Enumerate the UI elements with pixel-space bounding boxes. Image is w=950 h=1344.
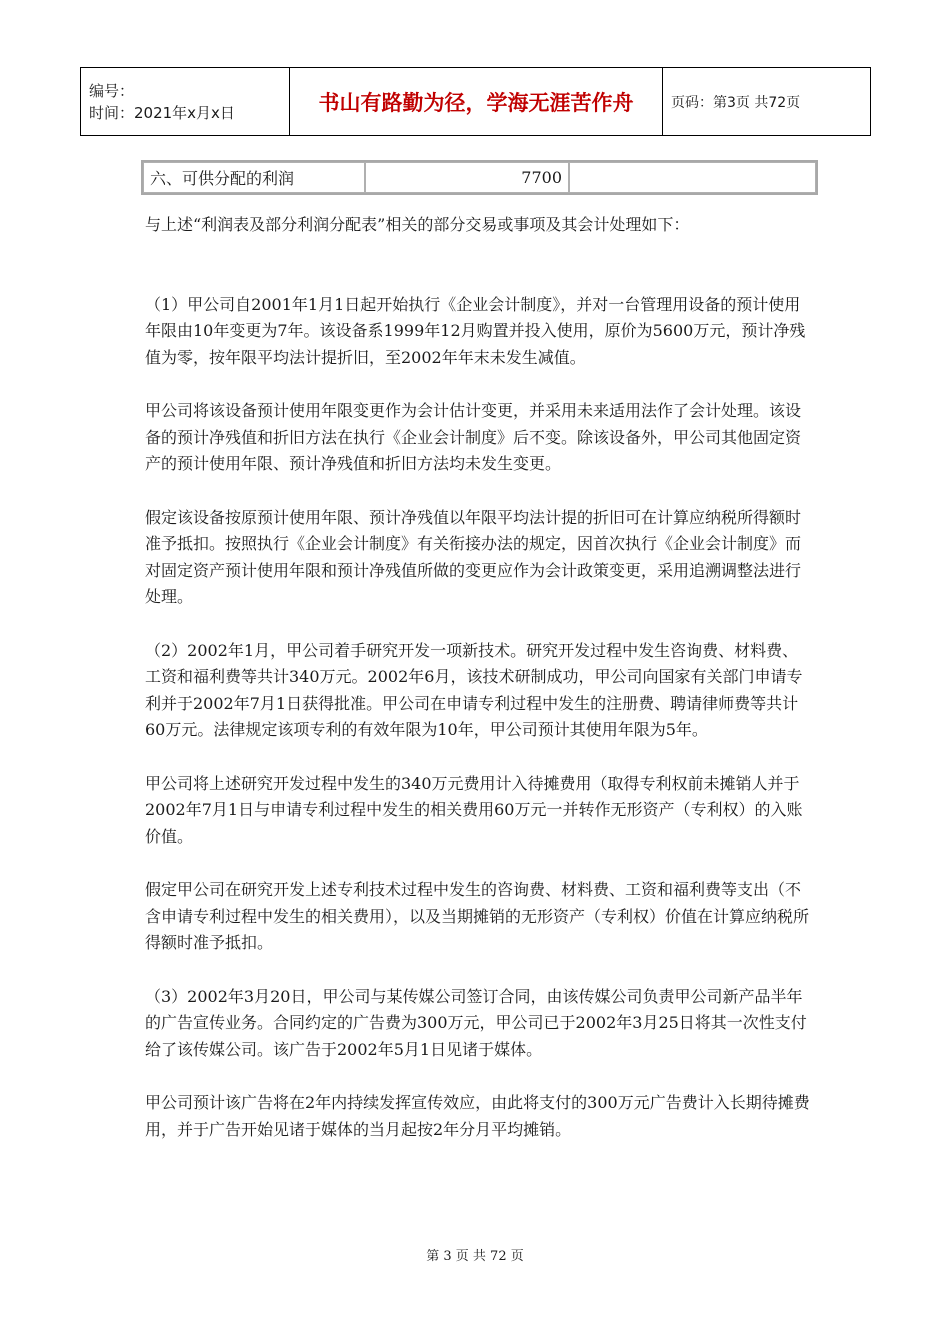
number-label: 编号：	[89, 81, 135, 100]
date-label: 时间：2021年x月x日	[89, 103, 235, 122]
header-page-info: 页码：第3页 共72页	[663, 68, 871, 136]
paragraph-item-1-desc: （1）甲公司自2001年1月1日起开始执行《企业会计制度》，并对一台管理用设备的预计使用年限由10年变更为7年。该设备系1999年12月购置并投入使用，原价为5600万元，预计净残值为零，按年限平均法计提折旧，至2002年年末未发生减值。	[145, 294, 806, 367]
paragraph-item-2-assumption: 假定甲公司在研究开发上述专利技术过程中发生的咨询费、材料费、工资和福利费等支出（不含申请专利过程中发生的相关费用），以及当期摊销的无形资产（专利权）价值在计算应纳税所得额时准予抵扣。	[145, 880, 810, 952]
paragraph-item-2-treatment: 甲公司将上述研究开发过程中发生的340万元费用计入待摊费用（取得专利权前未摊销人并于2002年7月1日与申请专利过程中发生的相关费用60万元一并转作无形资产（专利权）的入账价值。	[145, 773, 803, 846]
header-meta	[81, 68, 290, 136]
profit-label-cell: 六、可供分配的利润	[143, 162, 365, 193]
header-motto: 书山有路勤为径，学海无涯苦作舟	[290, 68, 663, 136]
profit-extra-cell	[569, 162, 816, 193]
profit-table	[141, 160, 818, 195]
page-footer: 第 3 页 共 72 页	[426, 1249, 524, 1264]
paragraph-item-1-treatment: 甲公司将该设备预计使用年限变更作为会计估计变更，并采用未来适用法作了会计处理。该设备的预计净残值和折旧方法在执行《企业会计制度》后不变。除该设备外，甲公司其他固定资产的预计使用年限、预计净残值和折旧方法均未发生变更。	[145, 401, 802, 473]
document-body	[145, 212, 810, 1143]
paragraph-item-3-desc: （3）2002年3月20日，甲公司与某传媒公司签订合同，由该传媒公司负责甲公司新产品半年的广告宣传业务。合同约定的广告费为300万元，甲公司已于2002年3月25日将其一次性支付给了该传媒公司。该广告于2002年5月1日见诸于媒体。	[145, 986, 807, 1059]
table-row	[143, 162, 816, 193]
paragraph-item-3-treatment: 甲公司预计该广告将在2年内持续发挥宣传效应，由此将支付的300万元广告费计入长期待摊费用，并于广告开始见诸于媒体的当月起按2年分月平均摊销。	[145, 1093, 810, 1139]
paragraph-item-2-desc: （2）2002年1月，甲公司着手研究开发一项新技术。研究开发过程中发生咨询费、材料费、工资和福利费等共计340万元。2002年6月，该技术研制成功，甲公司向国家有关部门申请专利并于2002年7月1日获得批准。甲公司在申请专利过程中发生的注册费、聘请律师费等共计60万元。法律规定该项专利的有效年限为10年，甲公司预计其使用年限为5年。	[145, 640, 803, 739]
paragraph-item-1-assumption: 假定该设备按原预计使用年限、预计净残值以年限平均法计提的折旧可在计算应纳税所得额时准予抵扣。按照执行《企业会计制度》有关衔接办法的规定，因首次执行《企业会计制度》而对固定资产预计使用年限和预计净残值所做的变更应作为会计政策变更，采用追溯调整法进行处理。	[145, 507, 802, 606]
page-header	[80, 67, 871, 136]
intro-paragraph: 与上述“利润表及部分利润分配表”相关的部分交易或事项及其会计处理如下：	[145, 215, 690, 234]
profit-value-cell: 7700	[365, 162, 569, 193]
